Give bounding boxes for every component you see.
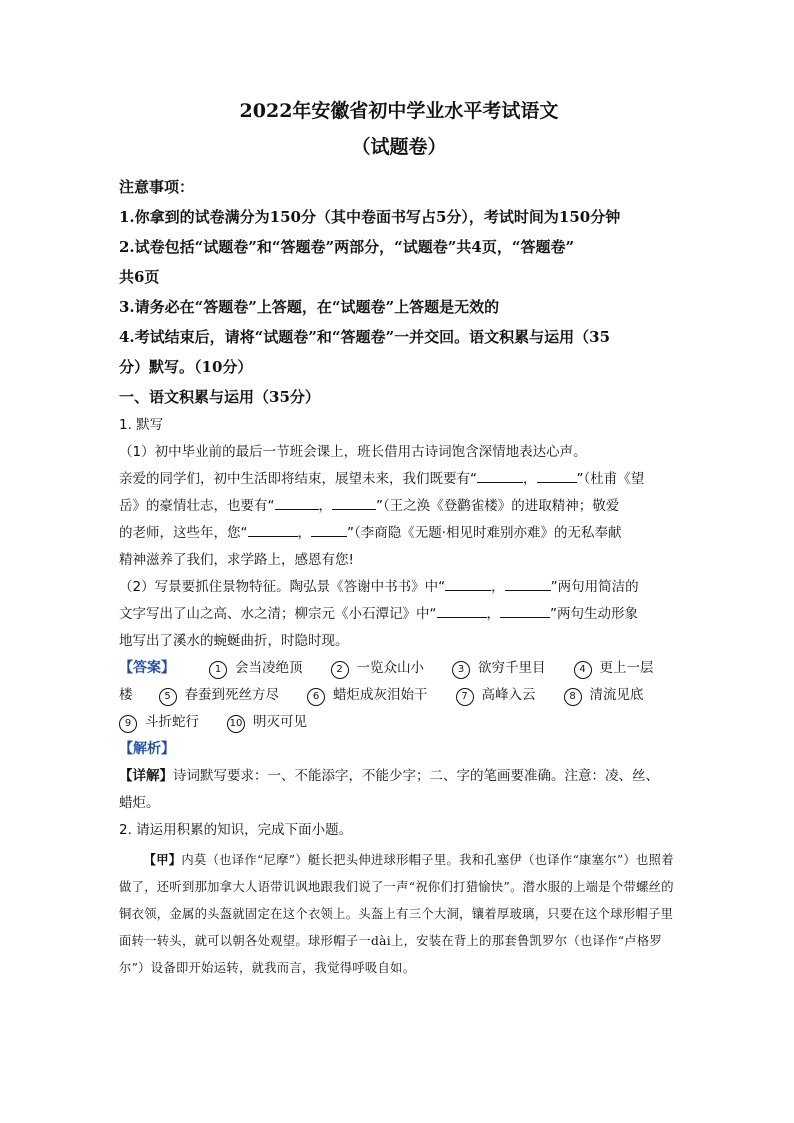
question-1-line: 精神滋养了我们，求学路上，感恩有您!: [119, 552, 354, 568]
answer-blank[interactable]: [445, 575, 491, 591]
text: 岳》的豪情壮志，也要有“: [119, 498, 275, 514]
answer-item: [456, 682, 536, 709]
answer-item: [119, 709, 199, 736]
text: ，: [486, 606, 500, 622]
answer-item: [159, 682, 280, 709]
exam-page: [119, 98, 679, 982]
answer-item: 楼: [119, 687, 133, 703]
detail-text: 诗词默写要求：一、不能添字，不能少字；二、字的笔画要准确。注意：凌、丝、: [173, 768, 659, 784]
answer-item: [564, 682, 644, 709]
passage-jia: [119, 846, 679, 982]
circled-number: 5: [159, 688, 177, 706]
answer-blank[interactable]: [505, 575, 551, 591]
question-1-part-2: [119, 574, 679, 601]
answer-item: [209, 655, 303, 682]
text: ，: [523, 471, 537, 487]
passage-tag: 【甲】: [143, 852, 182, 867]
answer-text: 明灭可见: [253, 714, 307, 730]
circled-number: 8: [564, 688, 582, 706]
notice-item-2a: 2.试卷包括“试题卷”和“答题卷”两部分，“试题卷”共4页，“答题卷”: [119, 238, 575, 256]
notice-item-4a: 4.考试结束后，请将“试题卷”和“答题卷”一并交回。语文积累与运用（35: [119, 328, 611, 346]
answer-blank[interactable]: [332, 494, 376, 510]
question-1-line: [119, 520, 679, 547]
question-1-line: [119, 601, 679, 628]
notice-item-4b: 分）默写。（10分）: [119, 358, 253, 376]
circled-number: 4: [574, 661, 592, 679]
question-2-label: 2. 请运用积累的知识，完成下面小题。: [119, 822, 353, 838]
text: ，: [297, 525, 311, 541]
answer-item: [331, 655, 425, 682]
analysis-heading: [119, 736, 679, 763]
notice-item-3: 3.请务必在“答题卷”上答题，在“试题卷”上答题是无效的: [119, 298, 500, 316]
notice-item-2b: 共6页: [119, 268, 160, 286]
text: 文字写出了山之高、水之清；柳宗元《小石潭记》中“: [119, 606, 437, 622]
answer-text: 春蚕到死丝方尽: [184, 687, 279, 703]
analysis-tag: 【解析】: [119, 741, 175, 757]
detail-tag: 【详解】: [119, 768, 173, 784]
text: ，: [491, 579, 505, 595]
text: （2）写景要抓住景物特征。陶弘景《答谢中书书》中“: [119, 579, 446, 595]
text: ”（杜甫《望: [576, 471, 645, 487]
answer-blank[interactable]: [437, 602, 487, 618]
circled-number: 3: [452, 661, 470, 679]
text: ”（李商隐《无题·相见时难别亦难》的无私奉献: [347, 525, 622, 541]
question-1-part-1: （1）初中毕业前的最后一节班会课上，班长借用古诗词饱含深情地表达心声。: [119, 444, 587, 460]
text: ”两句用简洁的: [550, 579, 639, 595]
question-1-label: 1. 默写: [119, 417, 164, 433]
answer-blank[interactable]: [275, 494, 319, 510]
section-1-heading: 一、语文积累与运用（35分）: [119, 388, 320, 406]
question-1-line: [119, 466, 679, 493]
answer-item: [452, 655, 546, 682]
answer-blank[interactable]: [311, 521, 347, 537]
answer-text: 蜡炬成灰泪始干: [333, 687, 428, 703]
text: ，: [318, 498, 332, 514]
notice-item-1: 1.你拿到的试卷满分为150分（其中卷面书写占5分），考试时间为150分钟: [119, 208, 621, 226]
answer-text: 一览众山小: [356, 660, 424, 676]
page-title: 2022年安徽省初中学业水平考试语文: [239, 100, 559, 122]
answer-text: 会当凌绝顶: [235, 660, 303, 676]
answer-text: 欲穷千里目: [478, 660, 546, 676]
answer-text: 更上一层: [599, 660, 654, 676]
circled-number: 6: [307, 688, 325, 706]
answer-text: 高峰入云: [481, 687, 536, 703]
question-1-line: [119, 493, 679, 520]
page-subtitle: （试题卷）: [351, 136, 447, 158]
text: 的老师，这些年，您“: [119, 525, 248, 541]
answer-block: [119, 655, 679, 736]
answer-blank[interactable]: [248, 521, 298, 537]
circled-number: 10: [227, 715, 245, 733]
answer-tag: 【答案】: [119, 660, 175, 676]
circled-number: 1: [209, 661, 227, 679]
answer-blank[interactable]: [500, 602, 550, 618]
circled-number: 2: [331, 661, 349, 679]
circled-number: 7: [456, 688, 474, 706]
answer-item: [227, 709, 307, 736]
answer-blank[interactable]: [477, 467, 523, 483]
question-1-line: 地写出了溪水的蜿蜒曲折，时隐时现。: [119, 633, 349, 649]
notice-heading: 注意事项：: [119, 178, 195, 196]
answer-blank[interactable]: [537, 467, 577, 483]
text: ”两句生动形象: [550, 606, 638, 622]
answer-text: 斗折蛇行: [145, 714, 199, 730]
passage-text: 内莫（也译作“尼摩”）艇长把头伸进球形帽子里。我和孔塞伊（也译作“康塞尔”）也照着做了，还听到那加拿大人语带讥讽地跟我们说了一声“祝你们打猎愉快”。潜水服的上端是个带螺丝的铜衣领，金属的头盔就固定在这个衣领上。头盔上有三个大洞，镶着厚玻璃，只要在这个球形帽子里面转一转头，就可以朝各处观望。球形帽子一dài上，安装在背上的那套鲁凯罗尔（也译作“卢格罗尔”）设备即开始运转，就我而言，我觉得呼吸自如。: [119, 853, 674, 975]
answer-item: [574, 655, 654, 682]
circled-number: 9: [119, 715, 137, 733]
text: ”（王之涣《登鹳雀楼》的进取精神；敬爱: [376, 498, 620, 514]
text: 亲爱的同学们，初中生活即将结束，展望未来，我们既要有“: [119, 471, 477, 487]
answer-item: [307, 682, 428, 709]
analysis-detail: [119, 763, 679, 790]
analysis-detail-cont: 蜡炬。: [119, 795, 160, 811]
answer-text: 清流见底: [589, 687, 644, 703]
